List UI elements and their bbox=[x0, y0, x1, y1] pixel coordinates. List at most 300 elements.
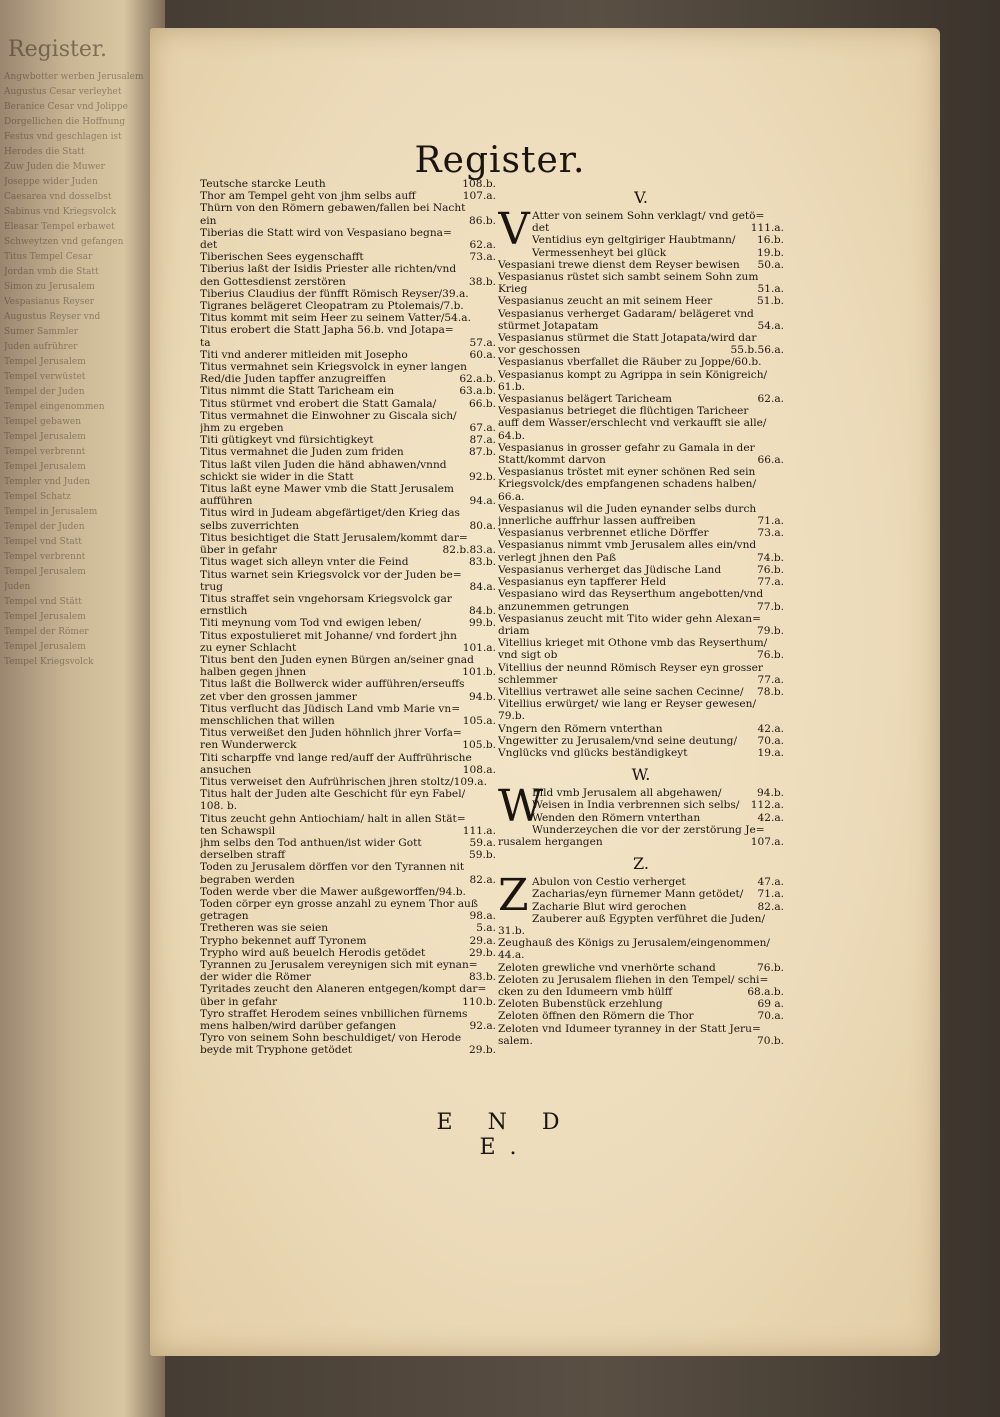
entry-page-ref: 80.a. bbox=[469, 519, 496, 532]
entry-page-ref: 105.a. bbox=[462, 714, 496, 727]
index-entry bbox=[200, 569, 496, 581]
entry-text: 64.b. bbox=[498, 429, 525, 442]
section-letter: W. bbox=[631, 765, 651, 785]
entry-text: 66.a. bbox=[498, 490, 525, 503]
entry-text: Thor am Tempel geht von jhm selbs auff bbox=[200, 190, 416, 203]
entry-text: selbs zuverrichten bbox=[200, 519, 299, 532]
entry-page-ref: 73.a. bbox=[469, 251, 496, 264]
entry-page-ref: 94.a. bbox=[469, 495, 496, 508]
page-title: Register. bbox=[414, 140, 586, 181]
entry-text: 31.b. bbox=[498, 924, 525, 937]
entry-page-ref: 84.a. bbox=[469, 580, 496, 593]
entry-text: Abulon von Cestio verherget bbox=[532, 876, 686, 889]
entry-text: Titus besichtiget die Statt Jerusalem/kommt dar= bbox=[200, 531, 468, 544]
index-entry bbox=[200, 556, 496, 568]
entry-page-ref: 92.b. bbox=[469, 470, 496, 483]
index-entry bbox=[200, 800, 496, 812]
entry-text: Vermessenheyt bei glück bbox=[532, 246, 667, 259]
index-entry bbox=[200, 215, 496, 227]
index-entry bbox=[200, 190, 496, 202]
entry-page-ref: 60.a. bbox=[469, 348, 496, 361]
index-entry bbox=[498, 576, 784, 588]
index-entry bbox=[200, 446, 496, 458]
entry-text: jhm zu ergeben bbox=[200, 422, 284, 435]
index-entry bbox=[200, 202, 496, 214]
index-entry bbox=[200, 910, 496, 922]
entry-page-ref: 98.a. bbox=[469, 910, 496, 923]
index-entry bbox=[200, 410, 496, 422]
entry-text: Vespasianus zeucht an mit seinem Heer bbox=[498, 295, 713, 308]
entry-text: der wider die Römer bbox=[200, 971, 311, 984]
entry-text: Vespasianus stürmet die Statt Jotapata/wird dar bbox=[498, 332, 757, 345]
entry-text: Titi scharpffe vnd lange red/auff der Auffrührische bbox=[200, 751, 472, 764]
entry-page-ref: 84.b. bbox=[469, 605, 496, 618]
entry-text: menschlichen that willen bbox=[200, 714, 335, 727]
entry-text: Titus stürmet vnd erobert die Statt Gamala/ bbox=[200, 397, 437, 410]
entry-page-ref: 59.b. bbox=[469, 849, 496, 862]
entry-page-ref: 29.a. bbox=[469, 934, 496, 947]
index-entry bbox=[532, 812, 784, 824]
entry-text: vor geschossen bbox=[498, 344, 581, 357]
index-entry bbox=[200, 642, 496, 654]
index-entry bbox=[200, 959, 496, 971]
entry-text: Titi meynung vom Tod vnd ewigen leben/ bbox=[200, 617, 421, 630]
left-page-line: Augustus Cesar verleyhet bbox=[4, 87, 122, 97]
index-entry bbox=[200, 324, 496, 336]
entry-text: Vespasianus tröstet mit eyner schönen Red sein bbox=[498, 466, 756, 479]
entry-text: begraben werden bbox=[200, 873, 295, 886]
entry-text: Zeloten vnd Idumeer tyranney in der Statt Jeru= bbox=[498, 1022, 761, 1035]
index-entry bbox=[498, 466, 784, 478]
index-entry bbox=[200, 715, 496, 727]
entry-text: Titus laßt eyne Mawer vmb die Statt Jerusalem bbox=[200, 483, 454, 496]
index-entry bbox=[200, 605, 496, 617]
index-entry bbox=[498, 369, 784, 381]
left-page-line: Tempel Schatz bbox=[4, 492, 71, 502]
left-page-line: Tempel verbrennt bbox=[4, 447, 86, 457]
entry-text: 79.b. bbox=[498, 710, 525, 723]
left-page-line: Tempel Kriegsvolck bbox=[4, 657, 94, 667]
index-entry bbox=[200, 666, 496, 678]
left-page-title: Register. bbox=[8, 37, 107, 62]
entry-page-ref: 50.a. bbox=[757, 258, 784, 271]
index-entry bbox=[200, 495, 496, 507]
entry-text: schickt sie wider in die Statt bbox=[200, 470, 354, 483]
entry-text: über in gefahr bbox=[200, 544, 278, 557]
left-page-line: Dorgellichen die Hoffnung bbox=[4, 117, 126, 127]
index-entry bbox=[200, 300, 496, 312]
entry-page-ref: 82.a. bbox=[757, 900, 784, 913]
entry-text: Ventidius eyn geltgiriger Haubtmann/ bbox=[532, 234, 736, 247]
left-page-line: Tempel Jerusalem bbox=[4, 462, 86, 472]
index-entry bbox=[498, 998, 784, 1010]
index-entry bbox=[498, 271, 784, 283]
index-entry bbox=[200, 691, 496, 703]
index-entry bbox=[498, 1010, 784, 1022]
entry-page-ref: 68.a.b. bbox=[747, 985, 784, 998]
index-entry bbox=[200, 288, 496, 300]
left-page-line: Tempel gebawen bbox=[4, 417, 82, 427]
left-page-line: Tempel in Jerusalem bbox=[4, 507, 98, 517]
entry-text: Elld vmb Jerusalem all abgehawen/ bbox=[532, 787, 722, 800]
index-entry bbox=[498, 735, 784, 747]
index-entry bbox=[200, 227, 496, 239]
entry-text: 44.a. bbox=[498, 949, 525, 962]
index-entry bbox=[498, 974, 784, 986]
index-entry bbox=[200, 922, 496, 934]
entry-text: Titus erobert die Statt Japha 56.b. vnd Jotapa= bbox=[200, 324, 454, 337]
entry-text: trug bbox=[200, 580, 223, 593]
index-entry bbox=[200, 898, 496, 910]
index-entry bbox=[200, 947, 496, 959]
entry-text: Titus zeucht gehn Antiochiam/ halt in allen Stät= bbox=[200, 812, 466, 825]
entry-text: Titus halt der Juden alte Geschicht für eyn Fabel/ bbox=[200, 788, 466, 801]
left-page-line: Tempel Jerusalem bbox=[4, 642, 86, 652]
entry-page-ref: 82.a. bbox=[469, 873, 496, 886]
index-entry bbox=[498, 747, 784, 759]
index-entry bbox=[200, 788, 496, 800]
entry-text: Titus vermahnet die Juden zum friden bbox=[200, 446, 404, 459]
index-entry bbox=[532, 247, 784, 259]
entry-page-ref: 66.b. bbox=[469, 397, 496, 410]
index-entry bbox=[200, 483, 496, 495]
entry-text: Titus nimmt die Statt Taricheam ein bbox=[200, 385, 395, 398]
left-page-line: Herodes die Statt bbox=[4, 147, 85, 157]
entry-page-ref: 62.a. bbox=[469, 239, 496, 252]
entry-page-ref: 94.b. bbox=[469, 690, 496, 703]
entry-text: Vespasianus belägert Taricheam bbox=[498, 393, 672, 406]
index-entry bbox=[200, 837, 496, 849]
index-entry bbox=[532, 876, 784, 888]
entry-page-ref: 76.b. bbox=[757, 563, 784, 576]
entry-text: Zeloten grewliche vnd vnerhörte schand bbox=[498, 961, 716, 974]
index-entry bbox=[200, 935, 496, 947]
index-entry bbox=[498, 320, 784, 332]
index-entry bbox=[498, 308, 784, 320]
left-page-line: Templer vnd Juden bbox=[4, 477, 91, 487]
index-entry bbox=[200, 422, 496, 434]
index-entry bbox=[498, 601, 784, 613]
entry-text: Vespasianus nimmt vmb Jerusalem alles ein/vnd bbox=[498, 539, 757, 552]
index-entry bbox=[498, 417, 784, 429]
entry-text: Vespasiano wird das Reyserthum angebotten/vnd bbox=[498, 588, 764, 601]
index-entry bbox=[498, 430, 784, 442]
entry-text: jnnerliche auffrhur lassen auffreiben bbox=[498, 515, 696, 528]
entry-page-ref: 83.b. bbox=[469, 556, 496, 569]
entry-text: vnd sigt ob bbox=[498, 649, 558, 662]
index-entry bbox=[200, 385, 496, 397]
entry-text: Vespasianus vberfallet die Räuber zu Joppe/60.b. bbox=[498, 356, 762, 369]
entry-text: Vespasianus wil die Juden eynander selbs durch bbox=[498, 502, 757, 515]
entry-text: Vespasianus verherget Gadaram/ belägeret vnd bbox=[498, 307, 754, 320]
entry-text: Tretheren was sie seien bbox=[200, 922, 329, 935]
entry-text: Vespasianus betrieget die flüchtigen Taricheer bbox=[498, 405, 749, 418]
left-page-line: Jordan vmb die Statt bbox=[4, 267, 99, 277]
entry-page-ref: 19.a. bbox=[757, 746, 784, 759]
index-entry bbox=[200, 874, 496, 886]
index-entry bbox=[200, 813, 496, 825]
index-entry bbox=[200, 703, 496, 715]
left-page-line: Tempel eingenommen bbox=[4, 402, 105, 412]
entry-text: Vespasianus zeucht mit Tito wider gehn Alexan= bbox=[498, 612, 761, 625]
index-entry bbox=[200, 581, 496, 593]
entry-page-ref: 38.b. bbox=[469, 275, 496, 288]
index-entry bbox=[200, 849, 496, 861]
entry-page-ref: 108.a. bbox=[462, 763, 496, 776]
index-entry bbox=[498, 381, 784, 393]
section-entries bbox=[498, 210, 784, 759]
entry-text: Titus kommt mit seim Heer zu seinem Vatter/54.a. bbox=[200, 312, 471, 325]
entry-text: Titus waget sich alleyn vnter die Feind bbox=[200, 556, 409, 569]
left-page-line: Tempel verbrennt bbox=[4, 552, 86, 562]
entry-text: Tiberias die Statt wird von Vespasiano begna= bbox=[200, 226, 452, 239]
index-entry bbox=[200, 507, 496, 519]
left-page-line: Tempel der Juden bbox=[4, 387, 85, 397]
index-entry bbox=[498, 698, 784, 710]
index-entry bbox=[532, 787, 784, 799]
index-entry bbox=[200, 471, 496, 483]
index-entry bbox=[498, 283, 784, 295]
index-entry bbox=[498, 356, 784, 368]
left-page-line: Vespasianus Reyser bbox=[4, 297, 95, 307]
entry-text: ta bbox=[200, 336, 211, 349]
entry-page-ref: 62.a.b. bbox=[459, 373, 496, 386]
entry-text: ein bbox=[200, 214, 217, 227]
entry-text: driam bbox=[498, 624, 530, 637]
entry-page-ref: 101.b. bbox=[462, 666, 496, 679]
entry-page-ref: 111.a. bbox=[462, 824, 496, 837]
index-entry bbox=[200, 459, 496, 471]
decorated-initial: Z bbox=[498, 876, 529, 922]
index-entry bbox=[200, 861, 496, 873]
entry-text: getragen bbox=[200, 910, 249, 923]
entry-text: verlegt jhnen den Paß bbox=[498, 551, 617, 564]
index-entry bbox=[498, 674, 784, 686]
entry-text: über in gefahr bbox=[200, 995, 278, 1008]
index-entry bbox=[498, 552, 784, 564]
entry-text: det bbox=[200, 239, 218, 252]
index-entry bbox=[200, 739, 496, 751]
entry-text: Titus verflucht das Jüdisch Land vmb Marie vn= bbox=[200, 702, 461, 715]
left-page-line: Tempel verwüstet bbox=[4, 372, 86, 382]
index-entry bbox=[200, 886, 496, 898]
entry-page-ref: 105.b. bbox=[462, 739, 496, 752]
entry-text: ten Schawspil bbox=[200, 824, 276, 837]
entry-page-ref: 74.b. bbox=[757, 551, 784, 564]
entry-page-ref: 59.a. bbox=[469, 836, 496, 849]
entry-text: zu eyner Schlacht bbox=[200, 641, 297, 654]
index-entry bbox=[200, 178, 496, 190]
entry-text: ren Wunderwerck bbox=[200, 739, 297, 752]
entry-text: Vespasiani trewe dienst dem Reyser bewisen bbox=[498, 258, 740, 271]
entry-page-ref: 112.a. bbox=[750, 799, 784, 812]
entry-text: Titi vnd anderer mitleiden mit Josepho bbox=[200, 348, 408, 361]
index-entry bbox=[200, 678, 496, 690]
entry-text: aufführen bbox=[200, 495, 253, 508]
right-index-column bbox=[498, 182, 784, 1047]
index-entry bbox=[498, 515, 784, 527]
entry-page-ref: 92.a. bbox=[469, 1020, 496, 1033]
left-page-line: Augustus Reyser vnd bbox=[4, 312, 101, 322]
entry-text: Zacharie Blut wird gerochen bbox=[532, 900, 687, 913]
entry-text: Toden cörper eyn grosse anzahl zu eynem Thor auß bbox=[200, 897, 478, 910]
entry-text: Vespasianus eyn tapfferer Held bbox=[498, 576, 667, 589]
index-entry bbox=[498, 405, 784, 417]
section-entries bbox=[498, 876, 784, 1047]
section-entries bbox=[498, 787, 784, 848]
left-page-line: Juden aufrührer bbox=[4, 342, 78, 352]
index-entry bbox=[200, 398, 496, 410]
index-entry bbox=[498, 986, 784, 998]
entry-page-ref: 54.a. bbox=[757, 319, 784, 332]
entry-page-ref: 76.b. bbox=[757, 649, 784, 662]
entry-text: Toden werde vber die Mawer außgeworffen/94.b. bbox=[200, 885, 466, 898]
entry-page-ref: 99.b. bbox=[469, 617, 496, 630]
entry-page-ref: 62.a. bbox=[757, 393, 784, 406]
index-entry bbox=[532, 234, 784, 246]
left-page-line: Titus Tempel Cesar bbox=[4, 252, 93, 262]
index-entry bbox=[200, 337, 496, 349]
index-entry bbox=[200, 251, 496, 263]
entry-text: Tyro von seinem Sohn beschuldiget/ von Herode bbox=[200, 1032, 462, 1045]
left-index-column bbox=[200, 178, 496, 1057]
index-entry bbox=[498, 503, 784, 515]
entry-page-ref: 16.b. bbox=[757, 234, 784, 247]
entry-page-ref: 76.b. bbox=[757, 961, 784, 974]
left-page-line: Caesarea vnd dosselbst bbox=[4, 192, 112, 202]
entry-text: Wunderzeychen die vor der zerstörung Je= bbox=[532, 823, 765, 836]
index-entry bbox=[498, 393, 784, 405]
entry-text: Vespasianus verbrennet etliche Dörffer bbox=[498, 527, 709, 540]
entry-text: Vespasianus rüstet sich sambt seinem Sohn zum bbox=[498, 271, 759, 284]
index-entry bbox=[200, 312, 496, 324]
left-page-line: Sumer Sammler bbox=[4, 327, 79, 337]
entry-text: anzunemmen getrungen bbox=[498, 600, 630, 613]
index-entry bbox=[200, 434, 496, 446]
entry-text: Vngern den Römern vnterthan bbox=[498, 722, 663, 735]
entry-text: Titus wird in Judeam abgefärtiget/den Krieg das bbox=[200, 507, 460, 520]
index-entry bbox=[498, 442, 784, 454]
entry-text: ernstlich bbox=[200, 605, 248, 618]
index-entry bbox=[498, 962, 784, 974]
entry-page-ref: 94.b. bbox=[757, 787, 784, 800]
entry-text: Vespasianus verherget das Jüdische Land bbox=[498, 563, 722, 576]
index-entry bbox=[498, 478, 784, 490]
entry-page-ref: 83.b. bbox=[469, 971, 496, 984]
entry-text: Tiberius Claudius der fünfft Römisch Reyser/39.a. bbox=[200, 287, 469, 300]
entry-page-ref: 29.b. bbox=[469, 1044, 496, 1057]
entry-text: jhm selbs den Tod anthuen/ist wider Gott bbox=[200, 836, 422, 849]
entry-page-ref: 42.a. bbox=[757, 722, 784, 735]
entry-text: Trypho bekennet auff Tyronem bbox=[200, 934, 367, 947]
index-entry bbox=[200, 752, 496, 764]
entry-text: Vespasianus in grosser gefahr zu Gamala in der bbox=[498, 441, 755, 454]
index-entry bbox=[200, 544, 496, 556]
entry-page-ref: 55.b.56.a. bbox=[730, 344, 784, 357]
index-entry bbox=[200, 349, 496, 361]
entry-page-ref: 77.a. bbox=[757, 673, 784, 686]
index-entry bbox=[200, 1032, 496, 1044]
index-entry bbox=[200, 373, 496, 385]
index-entry bbox=[498, 491, 784, 503]
left-page-line: Tempel Jerusalem bbox=[4, 432, 86, 442]
index-entry bbox=[498, 613, 784, 625]
ende-mark: E N D E. bbox=[436, 1110, 574, 1160]
entry-text: halben gegen jhnen bbox=[200, 666, 307, 679]
entry-text: Vitellius der neunnd Römisch Reyser eyn grosser bbox=[498, 661, 763, 674]
section-letter: V. bbox=[634, 188, 648, 207]
entry-text: rusalem hergangen bbox=[498, 835, 603, 848]
index-entry bbox=[532, 824, 784, 836]
index-entry bbox=[200, 971, 496, 983]
index-entry bbox=[498, 564, 784, 576]
index-entry bbox=[498, 662, 784, 674]
decorated-initial: V bbox=[498, 210, 530, 255]
left-facing-page bbox=[0, 0, 165, 1417]
index-entry bbox=[200, 263, 496, 275]
left-page-line: Tempel Jerusalem bbox=[4, 357, 86, 367]
entry-page-ref: 108.b. bbox=[462, 178, 496, 190]
entry-text: Toden zu Jerusalem dörffen vor den Tyrannen nit bbox=[200, 861, 465, 874]
index-entry bbox=[498, 949, 784, 961]
entry-text: Atter von seinem Sohn verklagt/ vnd getö= bbox=[532, 210, 765, 222]
index-entry bbox=[200, 1044, 496, 1056]
index-entry bbox=[532, 210, 784, 222]
entry-text: zet vber den grossen jammer bbox=[200, 690, 357, 703]
left-page-lines bbox=[4, 70, 154, 670]
entry-page-ref: 78.b. bbox=[757, 685, 784, 698]
index-entry bbox=[498, 539, 784, 551]
entry-text: Titus warnet sein Kriegsvolck vor der Juden be= bbox=[200, 568, 462, 581]
entry-page-ref: 47.a. bbox=[757, 876, 784, 889]
entry-text: Vespasianus kompt zu Agrippa in sein Königreich/ bbox=[498, 368, 768, 381]
entry-page-ref: 63.a.b. bbox=[459, 385, 496, 398]
left-page-text bbox=[4, 30, 154, 670]
index-entry bbox=[498, 1023, 784, 1035]
entry-text: Zeloten zu Jerusalem fliehen in den Tempel/ schi= bbox=[498, 973, 769, 986]
index-entry bbox=[498, 710, 784, 722]
entry-page-ref: 87.b. bbox=[469, 446, 496, 459]
index-entry bbox=[200, 239, 496, 251]
entry-text: Zeloten Bubenstück erzehlung bbox=[498, 998, 663, 1011]
entry-text: 108. b. bbox=[200, 800, 238, 813]
entry-text: Titus vermahnet die Einwohner zu Giscala sich/ bbox=[200, 409, 457, 422]
entry-page-ref: 19.b. bbox=[757, 246, 784, 259]
entry-page-ref: 79.b. bbox=[757, 624, 784, 637]
entry-page-ref: 67.a. bbox=[469, 422, 496, 435]
entry-page-ref: 87.a. bbox=[469, 434, 496, 447]
entry-text: Tyro straffet Herodem seines vnbillichen fürnems bbox=[200, 1007, 468, 1020]
left-page-line: Juden bbox=[4, 582, 31, 592]
entry-text: ansuchen bbox=[200, 763, 252, 776]
index-entry bbox=[532, 913, 784, 925]
index-entry bbox=[532, 888, 784, 900]
entry-page-ref: 111.a. bbox=[750, 222, 784, 235]
index-entry bbox=[498, 637, 784, 649]
left-page-line: Festus vnd geschlagen ist bbox=[4, 132, 122, 142]
entry-text: Vitellius vertrawet alle seine sachen Cecinne/ bbox=[498, 685, 744, 698]
entry-page-ref: 110.b. bbox=[462, 995, 496, 1008]
entry-text: Thürn von den Römern gebawen/fallen bei Nacht bbox=[200, 202, 466, 215]
index-entry bbox=[498, 588, 784, 600]
entry-page-ref: 42.a. bbox=[757, 811, 784, 824]
entry-text: Titi gütigkeyt vnd fürsichtigkeyt bbox=[200, 434, 374, 447]
entry-text: Titus bent den Juden eynen Bürgen an/seiner gnad bbox=[200, 653, 474, 666]
entry-page-ref: 70.b. bbox=[757, 1034, 784, 1047]
index-entry bbox=[498, 723, 784, 735]
index-entry bbox=[532, 901, 784, 913]
left-page-line: Beranice Cesar vnd Jolippe bbox=[4, 102, 129, 112]
